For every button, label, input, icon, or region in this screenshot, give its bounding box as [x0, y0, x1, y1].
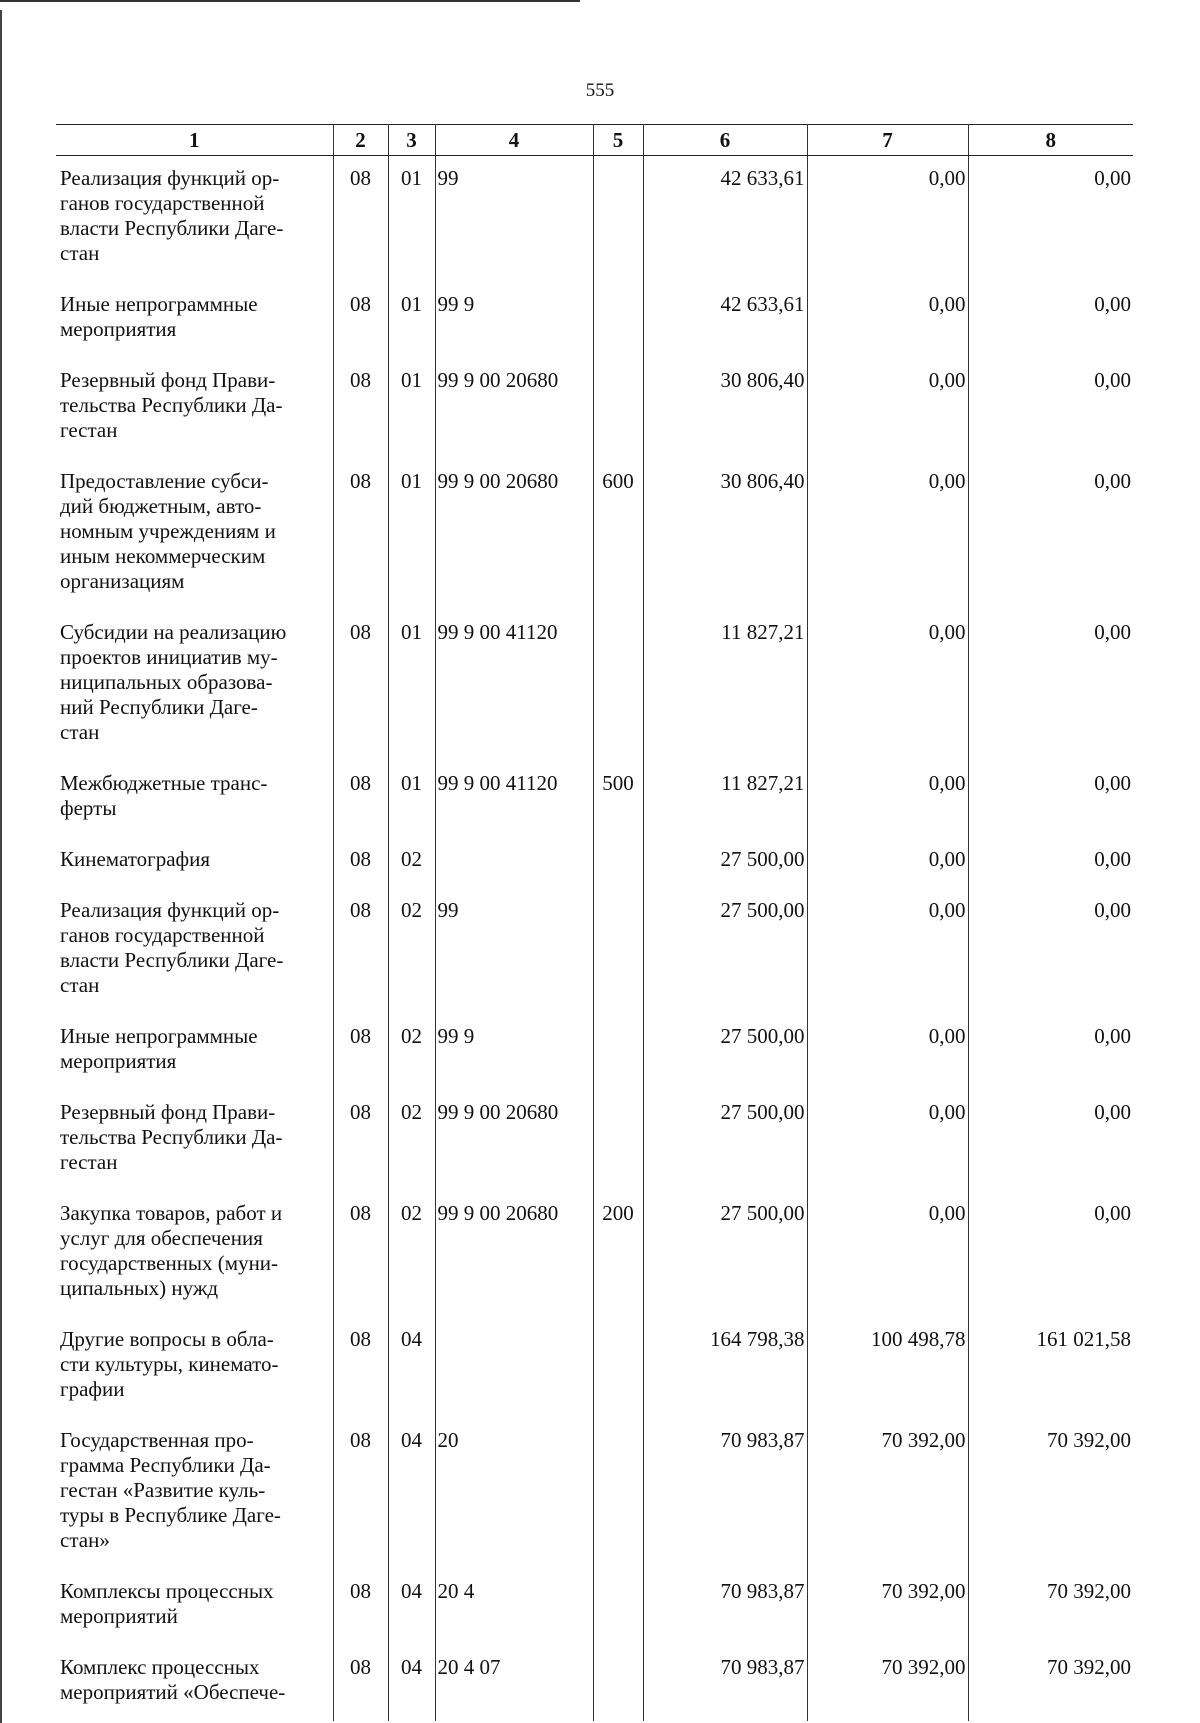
- target-article-cell: 99 9 00 20680: [435, 1090, 593, 1191]
- expense-type-cell: [593, 888, 643, 1014]
- item-name-line: ний Республики Даге-: [60, 695, 258, 719]
- expense-type-cell: [593, 1317, 643, 1418]
- header-row: [56, 125, 1133, 156]
- amount-year2-cell: 0,00: [807, 156, 968, 283]
- scan-left-edge-line: [0, 10, 2, 1723]
- amount-year1-cell: 11 827,21: [643, 610, 807, 761]
- item-name-line: Предоставление субси-: [60, 469, 269, 493]
- table-row: [56, 459, 1133, 610]
- target-article-cell: 99 9: [435, 282, 593, 358]
- amount-year3-cell: 0,00: [968, 282, 1133, 358]
- table-row: [56, 282, 1133, 358]
- item-name-line: Реализация функций ор-: [60, 898, 280, 922]
- amount-year2-cell: 0,00: [807, 888, 968, 1014]
- amount-year2-cell: 100 498,78: [807, 1317, 968, 1418]
- item-name-line: Государственная про-: [60, 1428, 254, 1452]
- table-row: [56, 1014, 1133, 1090]
- item-name-line: Межбюджетные транс-: [60, 771, 268, 795]
- item-name-line: гестан: [60, 1150, 118, 1174]
- amount-year2-cell: 0,00: [807, 459, 968, 610]
- header-col-6: 6: [643, 125, 807, 156]
- item-name-cell: [56, 282, 333, 358]
- table-row: [56, 1569, 1133, 1645]
- item-name-line: Реализация функций ор-: [60, 166, 280, 190]
- item-name-line: мероприятий «Обеспече-: [60, 1680, 286, 1704]
- table-row: [56, 358, 1133, 459]
- subsection-code-cell: 01: [388, 358, 435, 459]
- header-col-1: 1: [56, 125, 333, 156]
- section-code-cell: 08: [333, 282, 388, 358]
- item-name-line: гестан: [60, 418, 118, 442]
- item-name-cell: [56, 837, 333, 888]
- expense-type-cell: [593, 610, 643, 761]
- item-name-line: стан: [60, 241, 100, 265]
- header-col-7: 7: [807, 125, 968, 156]
- expense-type-cell: [593, 358, 643, 459]
- amount-year2-cell: 70 392,00: [807, 1645, 968, 1721]
- section-code-cell: 08: [333, 1090, 388, 1191]
- amount-year3-cell: 0,00: [968, 1090, 1133, 1191]
- item-name-line: мероприятий: [60, 1604, 178, 1628]
- target-article-cell: [435, 837, 593, 888]
- table-body: [56, 156, 1133, 1722]
- amount-year3-cell: 0,00: [968, 358, 1133, 459]
- table-row: [56, 761, 1133, 837]
- header-col-4: 4: [435, 125, 593, 156]
- target-article-cell: [435, 1317, 593, 1418]
- amount-year2-cell: 0,00: [807, 282, 968, 358]
- amount-year3-cell: 0,00: [968, 1191, 1133, 1317]
- item-name-line: стан: [60, 973, 100, 997]
- item-name-line: Субсидии на реализацию: [60, 620, 287, 644]
- item-name-line: грамма Республики Да-: [60, 1453, 271, 1477]
- expense-type-cell: [593, 1090, 643, 1191]
- amount-year2-cell: 0,00: [807, 1191, 968, 1317]
- section-code-cell: 08: [333, 888, 388, 1014]
- item-name-line: сти культуры, кинемато-: [60, 1352, 279, 1376]
- target-article-cell: 99 9 00 20680: [435, 459, 593, 610]
- amount-year2-cell: 0,00: [807, 761, 968, 837]
- amount-year3-cell: 70 392,00: [968, 1418, 1133, 1569]
- item-name-cell: [56, 1317, 333, 1418]
- item-name-cell: [56, 1418, 333, 1569]
- section-code-cell: 08: [333, 1418, 388, 1569]
- target-article-cell: 99 9 00 20680: [435, 358, 593, 459]
- item-name-line: Закупка товаров, работ и: [60, 1201, 283, 1225]
- target-article-cell: 99: [435, 888, 593, 1014]
- header-col-8: 8: [968, 125, 1133, 156]
- section-code-cell: 08: [333, 610, 388, 761]
- amount-year1-cell: 30 806,40: [643, 358, 807, 459]
- item-name-cell: [56, 888, 333, 1014]
- section-code-cell: 08: [333, 1317, 388, 1418]
- item-name-line: стан»: [60, 1528, 110, 1552]
- amount-year2-cell: 0,00: [807, 837, 968, 888]
- table-row: [56, 888, 1133, 1014]
- item-name-cell: [56, 358, 333, 459]
- target-article-cell: 20: [435, 1418, 593, 1569]
- item-name-line: мероприятия: [60, 1049, 177, 1073]
- expense-type-cell: [593, 837, 643, 888]
- amount-year2-cell: 0,00: [807, 1014, 968, 1090]
- item-name-line: ганов государственной: [60, 191, 265, 215]
- item-name-line: номным учреждениям и: [60, 519, 276, 543]
- item-name-line: ганов государственной: [60, 923, 265, 947]
- header-col-2: 2: [333, 125, 388, 156]
- item-name-line: власти Республики Даге-: [60, 948, 284, 972]
- amount-year3-cell: 0,00: [968, 1014, 1133, 1090]
- table-row: [56, 1418, 1133, 1569]
- amount-year2-cell: 0,00: [807, 358, 968, 459]
- item-name-line: Резервный фонд Прави-: [60, 1100, 276, 1124]
- item-name-cell: [56, 1569, 333, 1645]
- amount-year1-cell: 42 633,61: [643, 282, 807, 358]
- subsection-code-cell: 01: [388, 459, 435, 610]
- page-number: 555: [585, 80, 615, 101]
- amount-year1-cell: 11 827,21: [643, 761, 807, 837]
- subsection-code-cell: 02: [388, 1191, 435, 1317]
- subsection-code-cell: 04: [388, 1418, 435, 1569]
- section-code-cell: 08: [333, 156, 388, 283]
- header-col-3: 3: [388, 125, 435, 156]
- subsection-code-cell: 02: [388, 837, 435, 888]
- item-name-line: организациям: [60, 569, 185, 593]
- item-name-cell: [56, 156, 333, 283]
- item-name-line: мероприятия: [60, 317, 177, 341]
- item-name-line: ниципальных образова-: [60, 670, 273, 694]
- item-name-line: гестан «Развитие куль-: [60, 1478, 266, 1502]
- expense-type-cell: [593, 1418, 643, 1569]
- amount-year1-cell: 70 983,87: [643, 1418, 807, 1569]
- subsection-code-cell: 02: [388, 1014, 435, 1090]
- section-code-cell: 08: [333, 761, 388, 837]
- amount-year3-cell: 0,00: [968, 459, 1133, 610]
- expense-type-cell: [593, 1569, 643, 1645]
- item-name-line: Иные непрограммные: [60, 292, 258, 316]
- item-name-line: иным некоммерческим: [60, 544, 266, 568]
- item-name-line: туры в Республике Даге-: [60, 1503, 281, 1527]
- section-code-cell: 08: [333, 837, 388, 888]
- expense-type-cell: 200: [593, 1191, 643, 1317]
- subsection-code-cell: 01: [388, 156, 435, 283]
- item-name-line: власти Республики Даге-: [60, 216, 284, 240]
- target-article-cell: 99 9 00 41120: [435, 761, 593, 837]
- item-name-cell: [56, 1090, 333, 1191]
- amount-year1-cell: 27 500,00: [643, 888, 807, 1014]
- expense-type-cell: [593, 156, 643, 283]
- target-article-cell: 99: [435, 156, 593, 283]
- amount-year1-cell: 30 806,40: [643, 459, 807, 610]
- section-code-cell: 08: [333, 358, 388, 459]
- table-row: [56, 1191, 1133, 1317]
- amount-year1-cell: 27 500,00: [643, 1090, 807, 1191]
- item-name-line: Кинематография: [60, 847, 211, 871]
- amount-year3-cell: 0,00: [968, 761, 1133, 837]
- item-name-line: проектов инициатив му-: [60, 645, 278, 669]
- expense-type-cell: [593, 1645, 643, 1721]
- header-col-5: 5: [593, 125, 643, 156]
- budget-table: [56, 124, 1133, 1721]
- subsection-code-cell: 01: [388, 761, 435, 837]
- amount-year1-cell: 42 633,61: [643, 156, 807, 283]
- amount-year3-cell: 0,00: [968, 888, 1133, 1014]
- expense-type-cell: [593, 282, 643, 358]
- section-code-cell: 08: [333, 1645, 388, 1721]
- section-code-cell: 08: [333, 1014, 388, 1090]
- item-name-line: Другие вопросы в обла-: [60, 1327, 274, 1351]
- subsection-code-cell: 01: [388, 610, 435, 761]
- item-name-cell: [56, 1645, 333, 1721]
- item-name-line: ципальных) нужд: [60, 1276, 219, 1300]
- amount-year1-cell: 27 500,00: [643, 1191, 807, 1317]
- item-name-cell: [56, 1191, 333, 1317]
- section-code-cell: 08: [333, 1569, 388, 1645]
- section-code-cell: 08: [333, 459, 388, 610]
- amount-year2-cell: 0,00: [807, 610, 968, 761]
- table-header: [56, 125, 1133, 156]
- item-name-cell: [56, 761, 333, 837]
- item-name-line: графии: [60, 1377, 125, 1401]
- section-code-cell: 08: [333, 1191, 388, 1317]
- item-name-line: стан: [60, 720, 100, 744]
- table-row: [56, 1090, 1133, 1191]
- subsection-code-cell: 02: [388, 888, 435, 1014]
- amount-year2-cell: 0,00: [807, 1090, 968, 1191]
- item-name-line: Комплекс процессных: [60, 1655, 260, 1679]
- amount-year3-cell: 70 392,00: [968, 1569, 1133, 1645]
- amount-year3-cell: 70 392,00: [968, 1645, 1133, 1721]
- item-name-line: государственных (муни-: [60, 1251, 279, 1275]
- item-name-line: тельства Республики Да-: [60, 1125, 283, 1149]
- target-article-cell: 99 9: [435, 1014, 593, 1090]
- subsection-code-cell: 04: [388, 1317, 435, 1418]
- table-row: [56, 1645, 1133, 1721]
- item-name-line: Иные непрограммные: [60, 1024, 258, 1048]
- expense-type-cell: [593, 1014, 643, 1090]
- amount-year3-cell: 0,00: [968, 837, 1133, 888]
- amount-year2-cell: 70 392,00: [807, 1569, 968, 1645]
- item-name-cell: [56, 459, 333, 610]
- amount-year3-cell: 161 021,58: [968, 1317, 1133, 1418]
- table-row: [56, 1317, 1133, 1418]
- target-article-cell: 99 9 00 41120: [435, 610, 593, 761]
- item-name-line: тельства Республики Да-: [60, 393, 283, 417]
- amount-year2-cell: 70 392,00: [807, 1418, 968, 1569]
- item-name-line: Комплексы процессных: [60, 1579, 274, 1603]
- amount-year1-cell: 70 983,87: [643, 1645, 807, 1721]
- subsection-code-cell: 04: [388, 1569, 435, 1645]
- item-name-line: ферты: [60, 796, 117, 820]
- target-article-cell: 99 9 00 20680: [435, 1191, 593, 1317]
- table-row: [56, 156, 1133, 283]
- amount-year1-cell: 27 500,00: [643, 1014, 807, 1090]
- item-name-line: Резервный фонд Прави-: [60, 368, 276, 392]
- item-name-line: услуг для обеспечения: [60, 1226, 263, 1250]
- subsection-code-cell: 04: [388, 1645, 435, 1721]
- item-name-line: дий бюджетным, авто-: [60, 494, 262, 518]
- amount-year1-cell: 27 500,00: [643, 837, 807, 888]
- amount-year1-cell: 70 983,87: [643, 1569, 807, 1645]
- amount-year3-cell: 0,00: [968, 156, 1133, 283]
- item-name-cell: [56, 610, 333, 761]
- amount-year1-cell: 164 798,38: [643, 1317, 807, 1418]
- target-article-cell: 20 4: [435, 1569, 593, 1645]
- subsection-code-cell: 01: [388, 282, 435, 358]
- target-article-cell: 20 4 07: [435, 1645, 593, 1721]
- table-row: [56, 610, 1133, 761]
- expense-type-cell: 500: [593, 761, 643, 837]
- expense-type-cell: 600: [593, 459, 643, 610]
- table-row: [56, 837, 1133, 888]
- amount-year3-cell: 0,00: [968, 610, 1133, 761]
- scan-top-edge-line: [0, 0, 580, 2]
- subsection-code-cell: 02: [388, 1090, 435, 1191]
- item-name-cell: [56, 1014, 333, 1090]
